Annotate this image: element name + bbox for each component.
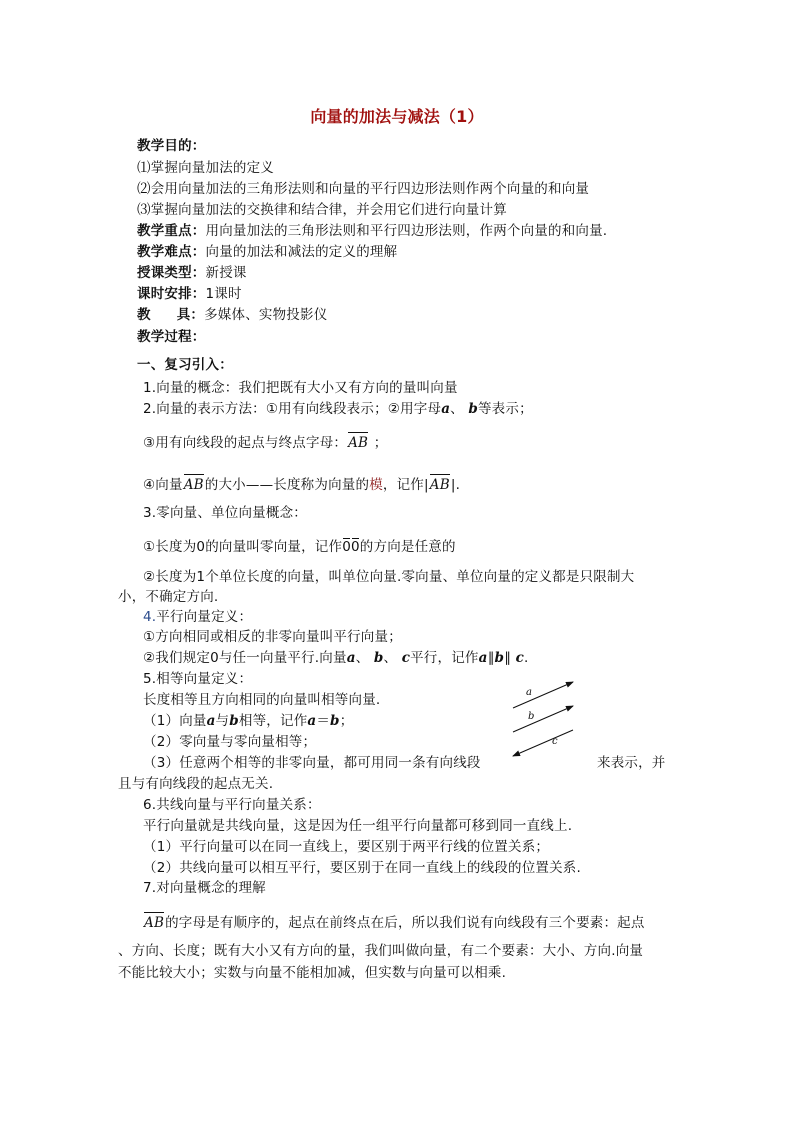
para-understanding-3: 不能比较大小；实数与向量不能相加减，但实数与向量可以相乘. [118,965,507,981]
objective-2: ⑵会用向量加法的三角形法则和向量的平行四边形法则作两个向量的和向量 [137,181,590,197]
vector-a-label: a [526,687,532,698]
para-vector-concept: 1.向量的概念：我们把既有大小又有方向的量叫向量 [143,380,458,396]
equal-vectors-figure [505,676,587,758]
para-collinear-def: 平行向量就是共线向量，这是因为任一组平行向量都可移到同一直线上. [143,818,573,834]
para-collinear-heading: 6.共线向量与平行向量关系： [143,797,321,813]
para-equal-3a: （3）任意两个相等的非零向量，都可用同一条有向线段 [143,755,481,771]
para-understanding-1: AB的字母是有顺序的，起点在前终点在后，所以我们说有向线段有三个要素：起点 [144,915,645,931]
para-representation: 2.向量的表示方法：①用有向线段表示；②用字母a、 b等表示； [143,401,533,417]
tools: 教 具：多媒体、实物投影仪 [137,307,328,323]
para-parallel-heading: 4.平行向量定义： [143,609,253,625]
para-parallel-def: ①方向相同或相反的非零向量叫平行向量； [143,629,402,645]
process-label: 教学过程： [137,329,206,345]
difficulty: 教学难点：向量的加法和减法的定义的理解 [137,244,398,260]
para-understanding-2: 、方向、长度；既有大小又有方向的量，我们叫做向量，有二个要素：大小、方向.向量 [118,943,644,959]
para-equal-3c: 且与有向线段的起点无关. [118,776,274,792]
para-endpoint-letters: ③用有向线段的起点与终点字母：AB ； [143,435,388,451]
hours: 课时安排：1课时 [137,286,242,302]
objective-1: ⑴掌握向量加法的定义 [137,160,274,176]
para-equal-heading: 5.相等向量定义： [143,671,253,687]
para-unit-vector-1: ②长度为1个单位长度的向量，叫单位向量.零向量、单位向量的定义都是只限制大 [143,569,635,585]
vector-c-label: c [552,736,558,747]
vector-a-arrow [513,682,573,708]
review-heading: 一、复习引入： [137,357,233,373]
para-magnitude: ④向量AB的大小——长度称为向量的模，记作|AB|. [143,477,461,493]
para-zero-vector: ①长度为0的向量叫零向量，记作00的方向是任意的 [143,539,456,555]
lesson-type: 授课类型：新授课 [137,265,247,281]
para-collinear-1: （1）平行向量可以在同一直线上，要区别于两平行线的位置关系； [143,839,550,855]
objectives-label: 教学目的： [137,138,206,154]
key-point: 教学重点：用向量加法的三角形法则和平行四边形法则，作两个向量的和向量. [137,223,608,239]
para-parallel-rule: ②我们规定0与任一向量平行.向量a、 b、 c平行，记作a∥b∥ c. [143,650,529,666]
para-unit-vector-2: 小，不确定方向. [118,589,219,605]
para-collinear-2: （2）共线向量可以相互平行，要区别于在同一直线上的线段的位置关系. [143,860,581,876]
para-equal-def: 长度相等且方向相同的向量叫相等向量. [143,692,381,708]
vector-b-arrow [513,706,573,732]
para-zero-unit-heading: 3.零向量、单位向量概念： [143,505,307,521]
vector-b-label: b [528,711,535,722]
objective-3: ⑶掌握向量加法的交换律和结合律，并会用它们进行向量计算 [137,202,507,218]
page-title: 向量的加法与减法（1） [310,107,484,126]
para-equal-3b: 来表示，并 [597,755,666,771]
para-understanding-heading: 7.对向量概念的理解 [143,880,266,896]
para-equal-2: （2）零向量与零向量相等； [143,734,317,750]
vector-c-arrow [513,730,573,756]
para-equal-1: （1）向量a与b相等，记作a＝b； [143,713,354,729]
